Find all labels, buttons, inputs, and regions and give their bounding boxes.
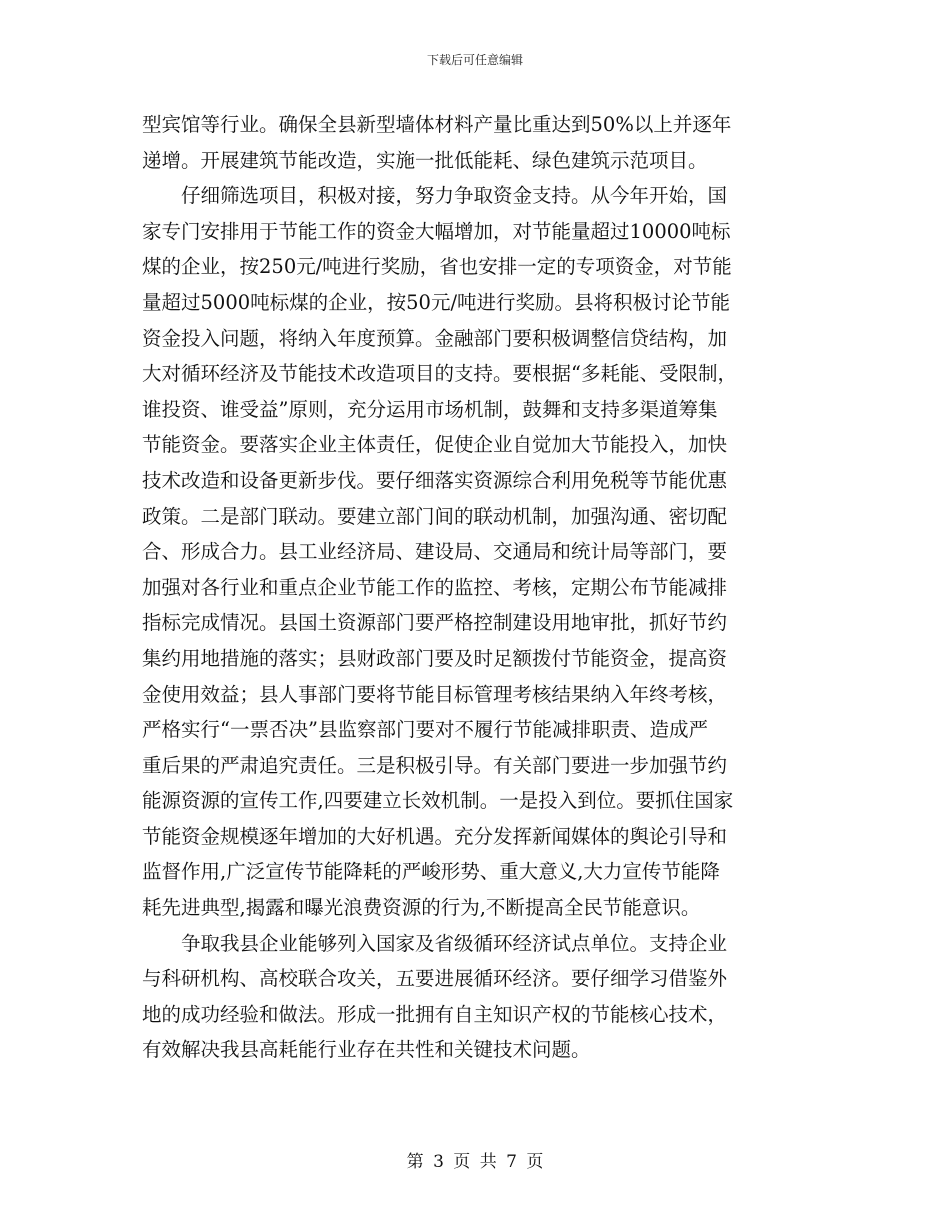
text-line: 指标完成情况。县国土资源部门要严格控制建设用地审批，抓好节约 bbox=[142, 611, 728, 635]
text-line: 仔细筛选项目，积极对接，努力争取资金支持。从今年开始，国 bbox=[181, 184, 728, 208]
text-line: 集约用地措施的落实；县财政部门要及时足额拨付节能资金，提高资 bbox=[142, 646, 728, 670]
text-line: 合、形成合力。县工业经济局、建设局、交通局和统计局等部门，要 bbox=[142, 540, 728, 564]
paragraph-2 bbox=[142, 178, 802, 925]
text-line: 节能资金规模逐年增加的大好机遇。充分发挥新闻媒体的舆论引导和 bbox=[142, 824, 728, 848]
text-line: 节能资金。要落实企业主体责任，促使企业自觉加大节能投入，加快 bbox=[142, 433, 728, 457]
text-line: 政策。二是部门联动。要建立部门间的联动机制，加强沟通、密切配 bbox=[142, 504, 728, 528]
text-line: 资金投入问题，将纳入年度预算。金融部门要积极调整信贷结构，加 bbox=[142, 326, 728, 350]
text-line: 金使用效益；县人事部门要将节能目标管理考核结果纳入年终考核， bbox=[142, 682, 728, 706]
text-line: 递增。开展建筑节能改造，实施一批低能耗、绿色建筑示范项目。 bbox=[142, 148, 708, 172]
text-line: 型宾馆等行业。确保全县新型墙体材料产量比重达到50%以上并逐年 bbox=[142, 113, 732, 136]
text-line: 能源资源的宣传工作,四要建立长效机制。一是投入到位。要抓住国家 bbox=[142, 789, 734, 813]
text-line: 监督作用,广泛宣传节能降耗的严峻形势、重大意义,大力宣传节能降 bbox=[142, 860, 720, 884]
text-line: 技术改造和设备更新步伐。要仔细落实资源综合利用免税等节能优惠 bbox=[142, 468, 728, 492]
text-line: 家专门安排用于节能工作的资金大幅增加，对节能量超过10000吨标 bbox=[142, 219, 731, 243]
text-line: 严格实行“一票否决”县监察部门要对不履行节能减排职责、造成严 bbox=[142, 718, 708, 742]
paragraph-1 bbox=[142, 107, 802, 178]
text-line: 地的成功经验和做法。形成一批拥有自主知识产权的节能核心技术， bbox=[142, 1002, 728, 1026]
text-line: 与科研机构、高校联合攻关，五要进展循环经济。要仔细学习借鉴外 bbox=[142, 967, 728, 991]
page-header-note: 下载后可任意编辑 bbox=[426, 53, 523, 67]
text-line: 加强对各行业和重点企业节能工作的监控、考核，定期公布节能减排 bbox=[142, 575, 728, 599]
text-line: 重后果的严肃追究责任。三是积极引导。有关部门要进一步加强节约 bbox=[142, 753, 728, 777]
document-body bbox=[142, 107, 802, 1068]
text-line: 有效解决我县高耗能行业存在共性和关键技术问题。 bbox=[142, 1038, 591, 1062]
text-line: 争取我县企业能够列入国家及省级循环经济试点单位。支持企业 bbox=[181, 931, 728, 955]
paragraph-3 bbox=[142, 926, 802, 1068]
text-line: 谁投资、谁受益”原则，充分运用市场机制，鼓舞和支持多渠道筹集 bbox=[142, 397, 718, 421]
text-line: 煤的企业，按250元/吨进行奖励，省也安排一定的专项资金，对节能 bbox=[142, 255, 732, 279]
text-line: 大对循环经济及节能技术改造项目的支持。要根据“多耗能、受限制， bbox=[142, 362, 737, 386]
page-number: 第 3 页 共 7 页 bbox=[406, 1152, 544, 1172]
text-line: 量超过5000吨标煤的企业，按50元/吨进行奖励。县将积极讨论节能 bbox=[142, 290, 731, 314]
text-line: 耗先进典型,揭露和曝光浪费资源的行为,不断提高全民节能意识。 bbox=[142, 896, 701, 920]
